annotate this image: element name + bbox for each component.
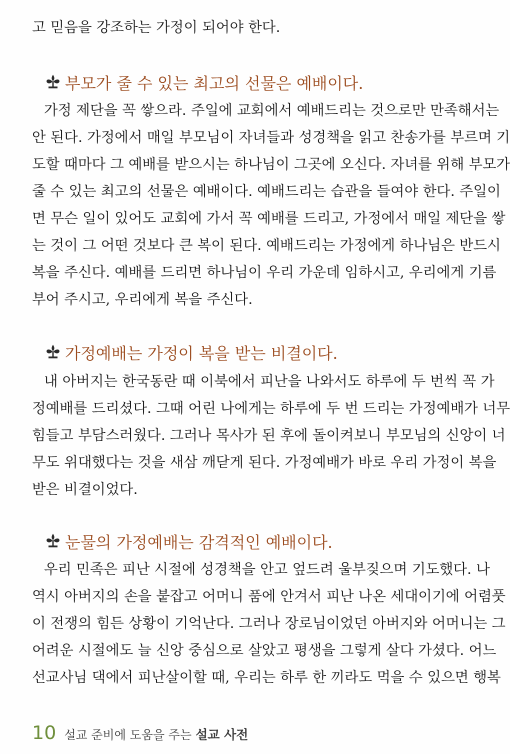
fleur-ornament-icon (44, 73, 62, 91)
section-1-line: 가정 제단을 꼭 쌓으라. 주일에 교회에서 예배드리는 것으로만 만족해서는 (44, 103, 500, 119)
footer-series-text: 설교 준비에 도움을 주는 (64, 728, 192, 742)
section-3-line: 선교사님 댁에서 피난살이할 때, 우리는 하루 한 끼라도 먹을 수 있으면 행복 (32, 670, 501, 686)
section-3-line: 역시 아버지의 손을 붙잡고 어머니 품에 안겨서 피난 나온 세대이기에 어렴풋 (32, 589, 506, 605)
section-heading-3-text: 눈물의 가정예배는 감격적인 예배이다. (65, 532, 333, 552)
footer-book-title: 설교 사전 (195, 727, 249, 742)
section-1-line: 줄 수 있는 최고의 선물은 예배이다. 예배드리는 습관을 들여야 한다. 주일이 (32, 184, 501, 200)
section-2-line: 받은 비결이었다. (32, 482, 138, 498)
section-2-line: 힘들고 부담스러웠다. 그러나 목사가 된 후에 돌이켜보니 부모님의 신앙이 너 (32, 428, 506, 444)
section-heading-1 (44, 69, 363, 95)
section-1-line: 안 된다. 가정에서 매일 부모님이 자녀들과 성경책을 읽고 찬송가를 부르며 기 (32, 130, 510, 146)
section-heading-2-text: 가정예배는 가정이 복을 받는 비결이다. (65, 343, 338, 363)
section-heading-2 (44, 339, 338, 365)
section-1-line: 복을 주신다. 예배를 드리면 하나님이 우리 가운데 임하시고, 우리에게 기름 (32, 265, 497, 281)
section-heading-1-text: 부모가 줄 수 있는 최고의 선물은 예배이다. (65, 73, 364, 93)
fleur-ornament-icon (44, 343, 62, 361)
fleur-ornament-icon (44, 532, 62, 550)
section-3-line: 우리 민족은 피난 시절에 성경책을 안고 엎드려 울부짖으며 기도했다. 나 (44, 562, 490, 578)
section-1-line: 부어 주시고, 우리에게 복을 주신다. (32, 292, 253, 308)
page-number: 10 (32, 722, 57, 744)
section-2-line: 정예배를 드리셨다. 그때 어린 나에게는 하루에 두 번 드리는 가정예배가 너무 (32, 401, 510, 417)
section-2-line: 무도 위대했다는 것을 새삼 깨닫게 된다. 가정예배가 바로 우리 가정이 복을 (32, 455, 497, 471)
section-1-line: 면 무슨 일이 있어도 교회에 가서 꼭 예배를 드리고, 가정에서 매일 제단을 쌓 (32, 211, 506, 227)
section-3-line: 이 전쟁의 힘든 상황이 기억난다. 그러나 장로님이었던 아버지와 어머니는 그 (32, 616, 506, 632)
section-2-line: 내 아버지는 한국동란 때 이북에서 피난을 나와서도 하루에 두 번씩 꼭 가 (44, 374, 495, 390)
page-footer (32, 722, 248, 744)
section-1-line: 는 것이 그 어떤 것보다 큰 복이 된다. 예배드리는 가정에게 하나님은 반드시 (32, 238, 501, 254)
section-heading-3 (44, 528, 333, 554)
section-1-line: 도할 때마다 그 예배를 받으시는 하나님이 그곳에 오신다. 자녀를 위해 부모가 (32, 157, 510, 173)
top-text-line: 고 믿음을 강조하는 가정이 되어야 한다. (32, 20, 281, 36)
section-3-line: 어려운 시절에도 늘 신앙 중심으로 살았고 평생을 그렇게 살다 가셨다. 어느 (32, 643, 497, 659)
